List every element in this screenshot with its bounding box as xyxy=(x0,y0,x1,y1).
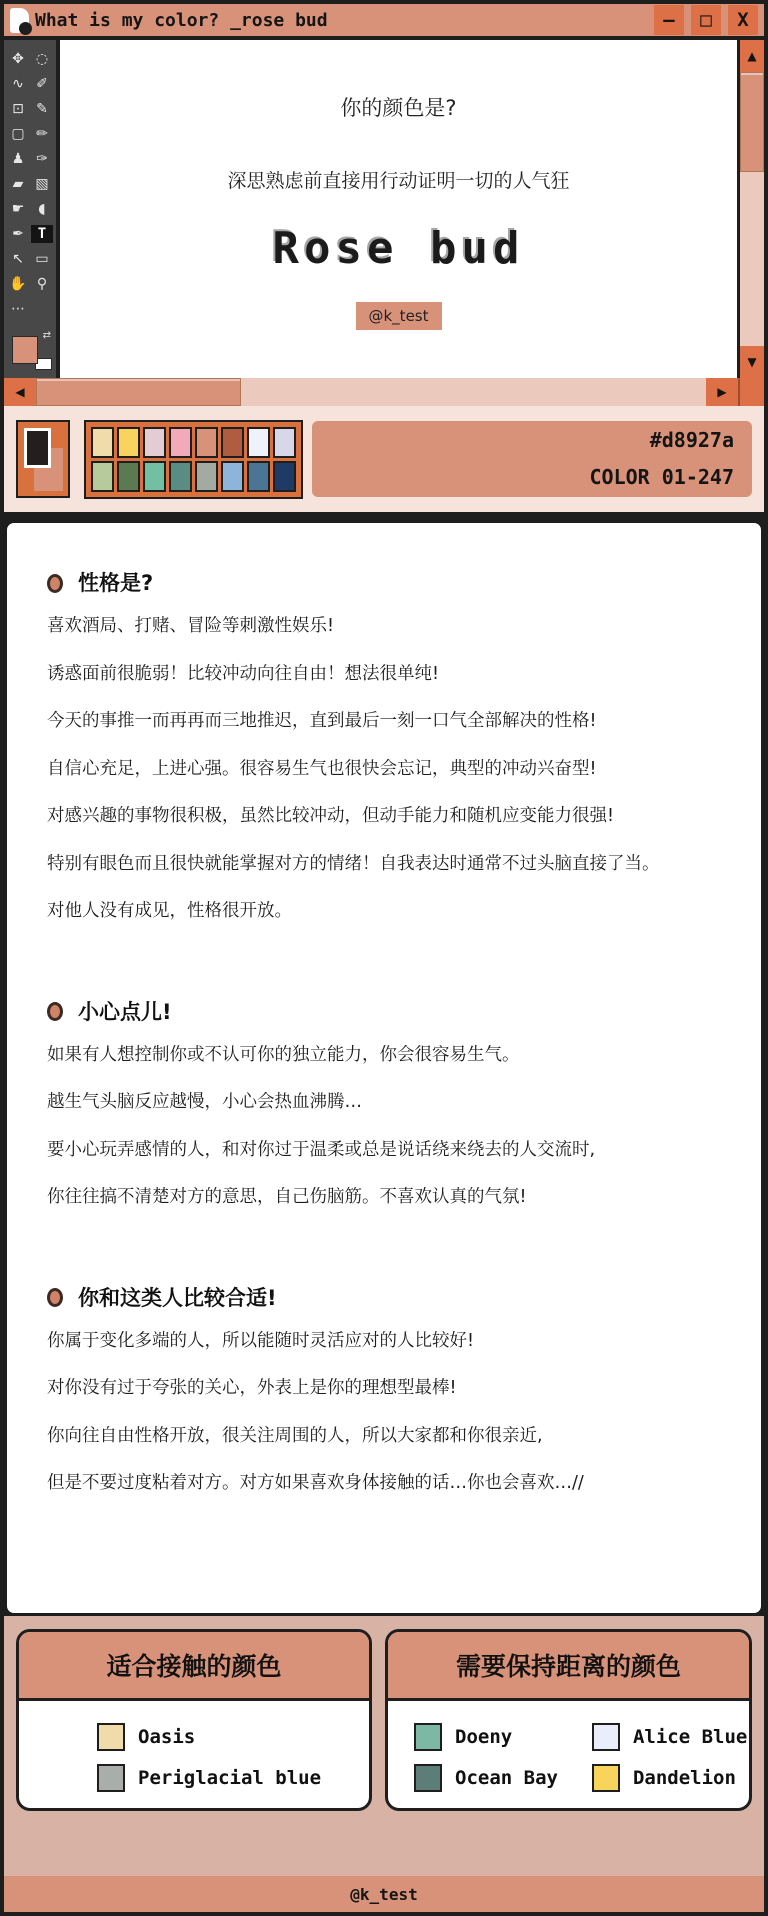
healing-brush-tool-icon[interactable]: ✐ xyxy=(36,76,48,92)
gradient-tool-icon[interactable]: ▧ xyxy=(35,176,49,192)
color-swatch xyxy=(592,1723,620,1751)
color-code-label: COLOR 01-247 xyxy=(589,465,734,489)
color-swatch xyxy=(97,1723,125,1751)
vertical-scrollbar[interactable] xyxy=(737,40,764,378)
color-row xyxy=(97,1723,369,1751)
path-select-tool-icon[interactable]: ↖ xyxy=(12,251,24,267)
title-bar xyxy=(4,4,764,40)
more-tools-icon[interactable]: ⋯ xyxy=(11,301,25,317)
eraser-tool-icon[interactable]: ▰ xyxy=(12,176,24,192)
history-brush-tool-icon[interactable]: ✑ xyxy=(36,151,48,167)
palette-swatch[interactable] xyxy=(169,461,192,492)
palette-swatch[interactable] xyxy=(221,427,244,458)
description-panel xyxy=(4,520,764,1616)
window-title: What is my color? _rose bud xyxy=(35,9,328,31)
body-line: 对他人没有成见，性格很开放。 xyxy=(47,901,292,921)
color-swatch xyxy=(592,1764,620,1792)
bullet-icon xyxy=(47,1002,63,1021)
stamp-tool-icon[interactable]: ♟ xyxy=(11,151,25,167)
body-line: 诱惑面前很脆弱！比较冲动向往自由！想法很单纯! xyxy=(47,663,440,684)
body-line: 自信心充足，上进心强。很容易生气也很快会忘记，典型的冲动兴奋型! xyxy=(47,758,597,779)
color-name: Oasis xyxy=(138,1726,196,1748)
palette-swatch[interactable] xyxy=(221,461,244,492)
dodge-tool-icon[interactable]: ◖ xyxy=(38,201,46,217)
color-row xyxy=(97,1764,369,1792)
color-picker-widget[interactable] xyxy=(16,420,70,498)
color-name: Doeny xyxy=(455,1726,513,1748)
swatch-grid xyxy=(84,420,303,499)
body-line: 但是不要过度粘着对方。对方如果喜欢身体接触的话…你也会喜欢…// xyxy=(47,1473,584,1493)
divider xyxy=(4,512,764,520)
palette-swatch[interactable] xyxy=(91,427,114,458)
avoid-colors-list xyxy=(388,1701,749,1792)
pen-tool-icon[interactable]: ✒ xyxy=(12,226,24,242)
palette-strip xyxy=(4,406,764,512)
zoom-tool-icon[interactable]: ⚲ xyxy=(36,276,48,292)
tool-palette xyxy=(4,40,56,378)
section-heading-row xyxy=(47,563,721,603)
color-row xyxy=(414,1723,558,1751)
section-heading-row xyxy=(47,992,721,1032)
move-tool-icon[interactable]: ✥ xyxy=(12,51,24,67)
color-swatch xyxy=(97,1764,125,1792)
palette-swatch[interactable] xyxy=(195,461,218,492)
color-row xyxy=(414,1764,558,1792)
smudge-tool-icon[interactable]: ☛ xyxy=(11,201,25,217)
section-personality xyxy=(47,563,721,936)
palette-swatch[interactable] xyxy=(273,427,296,458)
body-line: 你往往搞不清楚对方的意思，自己伤脑筋。不喜欢认真的气氛! xyxy=(47,1187,527,1207)
tool-grid xyxy=(7,50,53,318)
color-row xyxy=(592,1723,747,1751)
palette-swatch[interactable] xyxy=(247,427,270,458)
canvas[interactable] xyxy=(56,40,737,378)
palette-swatch[interactable] xyxy=(117,461,140,492)
bullet-icon xyxy=(47,574,63,593)
horizontal-scroll-track[interactable] xyxy=(241,378,706,406)
palette-swatch[interactable] xyxy=(143,427,166,458)
scrollbar-corner xyxy=(738,378,764,406)
minimize-button[interactable]: — xyxy=(654,5,684,35)
color-wells xyxy=(7,328,53,372)
body-line: 对感兴趣的事物很积极，虽然比较冲动，但动手能力和随机应变能力很强! xyxy=(47,806,615,826)
good-colors-title: 适合接触的颜色 xyxy=(19,1632,369,1701)
footer-bar xyxy=(4,1876,764,1912)
color-hex-label: #d8927a xyxy=(649,428,734,452)
credit-badge: @k_test xyxy=(356,302,442,330)
close-button[interactable]: X xyxy=(728,5,758,35)
footer-credit: @k_test xyxy=(350,1884,418,1904)
color-name: Alice Blue xyxy=(632,1726,748,1748)
scroll-right-icon[interactable]: ▶ xyxy=(706,378,738,406)
marquee-tool-icon[interactable]: ◌ xyxy=(35,51,49,67)
palette-swatch[interactable] xyxy=(169,427,192,458)
text-tool-icon[interactable]: T xyxy=(31,225,53,243)
body-line: 喜欢酒局、打赌、冒险等刺激性娱乐! xyxy=(47,616,335,636)
palette-swatch[interactable] xyxy=(143,461,166,492)
palette-swatch[interactable] xyxy=(273,461,296,492)
section-heading-row xyxy=(47,1278,721,1318)
vertical-scroll-thumb[interactable] xyxy=(740,72,764,172)
compatibility-section xyxy=(4,1616,764,1876)
palette-swatch[interactable] xyxy=(91,461,114,492)
section-heading: 你和这类人比较合适! xyxy=(78,1285,277,1310)
color-row xyxy=(592,1764,747,1792)
avoid-colors-title: 需要保持距离的颜色 xyxy=(388,1632,749,1701)
swap-colors-icon[interactable]: ⇄ xyxy=(42,330,51,341)
color-name-title: Rose bud xyxy=(272,223,525,274)
color-code-box xyxy=(312,421,752,497)
good-colors-list xyxy=(19,1701,369,1792)
bullet-icon xyxy=(47,1288,63,1307)
palette-swatch[interactable] xyxy=(195,427,218,458)
canvas-subtitle: 深思熟虑前直接用行动证明一切的人气狂 xyxy=(227,170,570,192)
window-controls xyxy=(654,5,758,35)
patch-tool-icon[interactable]: ▢ xyxy=(11,126,25,142)
maximize-button[interactable]: □ xyxy=(691,5,721,35)
document-icon xyxy=(10,8,29,33)
section-heading: 性格是? xyxy=(78,571,154,595)
active-color-swatch xyxy=(24,428,51,468)
section-heading: 小心点儿! xyxy=(78,999,172,1024)
editor-area xyxy=(4,40,764,378)
scroll-down-icon[interactable]: ▼ xyxy=(740,346,764,378)
body-line: 你向往自由性格开放，很关注周围的人，所以大家都和你很亲近, xyxy=(47,1425,543,1446)
scroll-up-icon[interactable]: ▲ xyxy=(740,40,764,72)
horizontal-scrollbar[interactable] xyxy=(4,378,764,406)
color-name: Ocean Bay xyxy=(455,1767,558,1789)
palette-swatch[interactable] xyxy=(117,427,140,458)
horizontal-scroll-thumb[interactable] xyxy=(36,378,241,406)
body-line: 你属于变化多端的人，所以能随时灵活应对的人比较好! xyxy=(47,1330,475,1351)
lasso-tool-icon[interactable]: ∿ xyxy=(12,76,24,92)
body-line: 如果有人想控制你或不认可你的独立能力，你会很容易生气。 xyxy=(47,1044,520,1065)
body-line: 越生气头脑反应越慢，小心会热血沸腾… xyxy=(47,1092,362,1112)
shape-tool-icon[interactable]: ▭ xyxy=(35,251,49,267)
color-name: Periglacial blue xyxy=(138,1767,322,1789)
hand-tool-icon[interactable]: ✋ xyxy=(9,276,27,292)
body-line: 对你没有过于夸张的关心，外表上是你的理想型最棒! xyxy=(47,1378,457,1398)
foreground-color-well[interactable] xyxy=(12,336,38,364)
body-line: 特别有眼色而且很快就能掌握对方的情绪！自我表达时通常不过头脑直接了当。 xyxy=(47,853,660,874)
crop-tool-icon[interactable]: ⊡ xyxy=(12,101,24,117)
avoid-colors-box xyxy=(385,1629,752,1811)
good-colors-box xyxy=(16,1629,372,1811)
body-line: 今天的事推一而再再而三地推迟，直到最后一刻一口气全部解决的性格! xyxy=(47,711,597,731)
section-caution xyxy=(47,992,721,1222)
body-line: 要小心玩弄感情的人，和对你过于温柔或总是说话绕来绕去的人交流时, xyxy=(47,1139,596,1160)
brush-tool-icon[interactable]: ✏ xyxy=(36,126,48,142)
color-name: Dandelion xyxy=(632,1767,736,1789)
eyedropper-tool-icon[interactable]: ✎ xyxy=(36,101,48,117)
color-swatch xyxy=(414,1764,442,1792)
section-compatible-people xyxy=(47,1278,721,1508)
vertical-scroll-track[interactable] xyxy=(740,172,764,346)
color-swatch xyxy=(414,1723,442,1751)
palette-swatch[interactable] xyxy=(247,461,270,492)
canvas-question: 你的颜色是? xyxy=(340,96,457,120)
scroll-left-icon[interactable]: ◀ xyxy=(4,378,36,406)
